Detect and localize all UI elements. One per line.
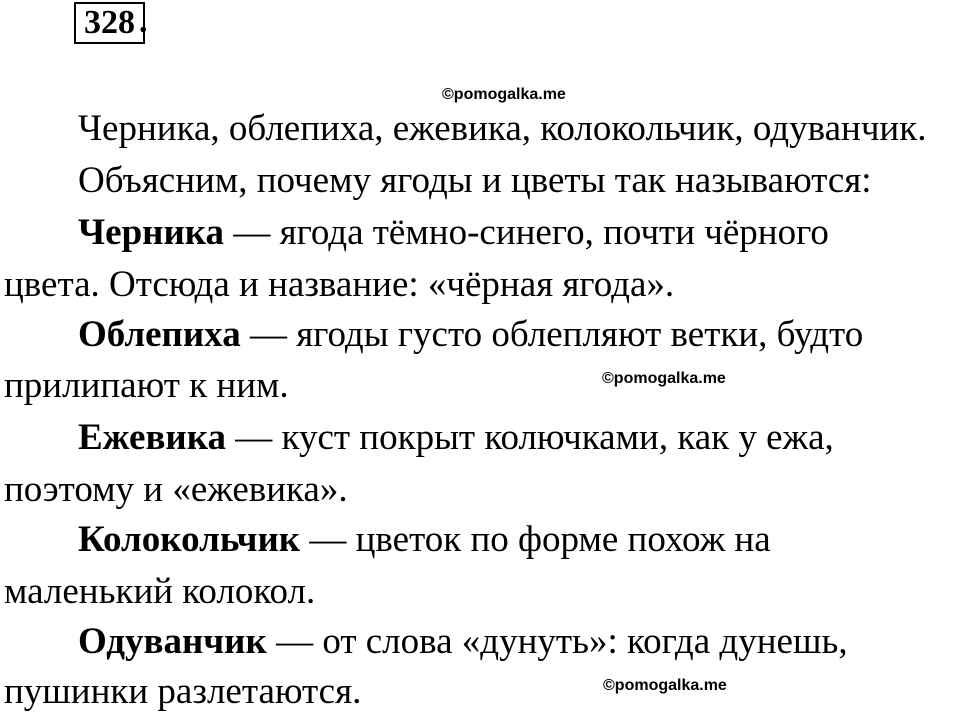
entry-oduvanchik-line-2: пушинки разлетаются. — [4, 671, 362, 712]
entry-chernika-line-1 — [78, 207, 829, 259]
entry-definition: — от слова «дунуть»: когда дунешь, — [266, 621, 848, 662]
entry-term: Одуванчик — [78, 621, 267, 662]
entry-term: Черника — [78, 212, 225, 253]
entry-term: Облепиха — [78, 314, 241, 355]
entry-oblepikha-line-1 — [78, 309, 863, 361]
entry-definition: — цветок по форме похож на — [300, 519, 771, 560]
entry-oblepikha-line-2: прилипают к ним. — [4, 365, 289, 406]
entry-definition: — куст покрыт колючками, как у ежа, — [226, 417, 834, 458]
entry-ezhevika-line-1 — [78, 412, 834, 464]
task-number-dot: . — [139, 3, 148, 40]
entry-chernika-line-2: цвета. Отсюда и название: «чёрная ягода». — [4, 264, 675, 305]
entry-kolokolchik-line-2: маленький колокол. — [4, 571, 316, 612]
entry-definition: — ягода тёмно-синего, почти чёрного — [224, 212, 829, 253]
entry-term: Колокольчик — [78, 519, 301, 560]
watermark: ©pomogalka.me — [442, 86, 566, 103]
watermark: ©pomogalka.me — [602, 370, 726, 387]
task-number — [74, 2, 148, 44]
entry-definition: — ягоды густо облепляют ветки, будто — [240, 314, 864, 355]
task-number-box: 328 — [74, 2, 145, 44]
entry-term: Ежевика — [78, 417, 226, 458]
intro-line-2: Объясним, почему ягоды и цветы так называются: — [78, 160, 872, 201]
entry-oduvanchik-line-1 — [78, 616, 848, 668]
entry-ezhevika-line-2: поэтому и «ежевика». — [4, 469, 348, 510]
watermark: ©pomogalka.me — [603, 677, 727, 694]
intro-line-1: Черника, облепиха, ежевика, колокольчик, одуванчик. — [78, 108, 927, 149]
entry-kolokolchik-line-1 — [78, 514, 771, 566]
